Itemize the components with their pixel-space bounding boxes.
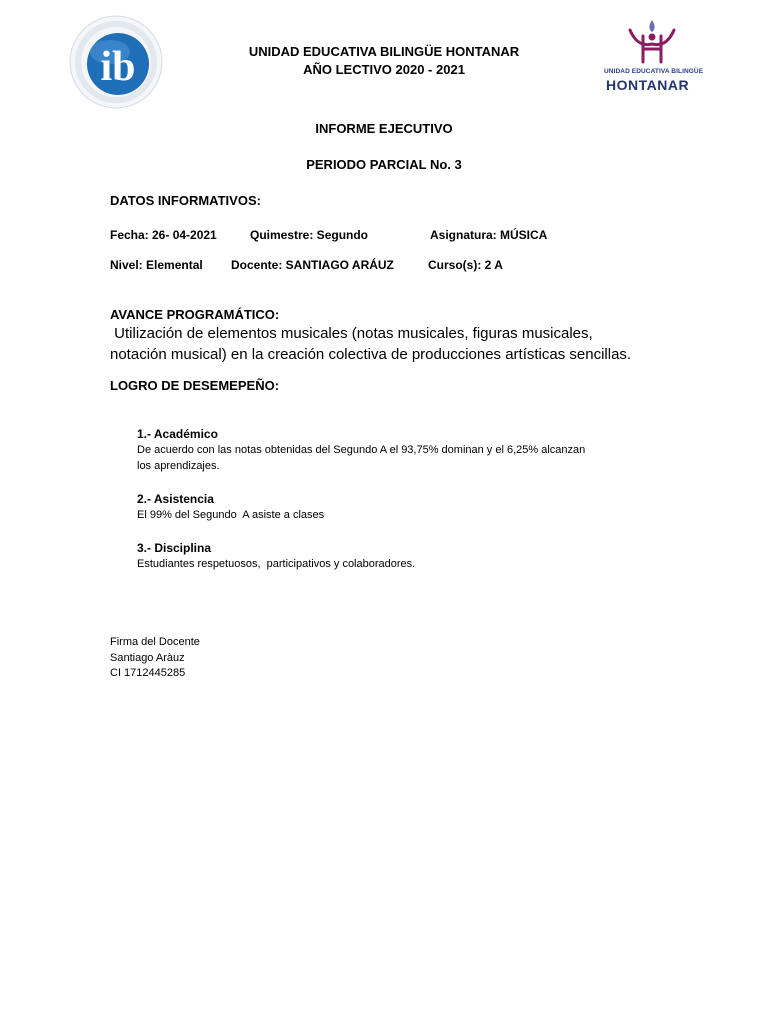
logro-item-title: 2.- Asistencia <box>137 492 214 506</box>
signature-id: CI 1712445285 <box>110 667 186 679</box>
hontanar-logo-small-text: UNIDAD EDUCATIVA BILINGÜE <box>604 68 704 75</box>
school-name: UNIDAD EDUCATIVA BILINGÜE HONTANAR <box>248 44 520 59</box>
avance-text-line-2: notación musical) en la creación colectiva de producciones artísticas sencillas. <box>110 346 632 363</box>
school-year: AÑO LECTIVO 2020 - 2021 <box>303 62 465 77</box>
report-period: PERIODO PARCIAL No. 3 <box>306 157 462 172</box>
logro-item-text: El 99% del Segundo A asiste a clases <box>137 509 325 521</box>
logro-item-text: De acuerdo con las notas obtenidas del Segundo A el 93,75% dominan y el 6,25% alcanzan <box>137 444 586 456</box>
info-fecha: Fecha: 26- 04-2021 <box>110 228 217 242</box>
ib-logo <box>66 14 166 110</box>
ib-logo-text: ib <box>100 44 136 90</box>
info-asignatura: Asignatura: MÚSICA <box>430 228 548 242</box>
avance-heading: AVANCE PROGRAMÁTICO: <box>110 307 280 322</box>
report-title: INFORME EJECUTIVO <box>315 121 453 136</box>
info-docente: Docente: SANTIAGO ARÁUZ <box>231 258 394 272</box>
hontanar-logo <box>600 18 704 96</box>
info-quimestre: Quimestre: Segundo <box>250 228 369 242</box>
info-curso: Curso(s): 2 A <box>428 258 503 272</box>
hontanar-emblem-icon <box>622 18 682 64</box>
ib-logo-graphic <box>66 14 166 110</box>
signature-label: Firma del Docente <box>110 636 200 648</box>
logro-item-title: 1.- Académico <box>137 427 218 441</box>
info-nivel: Nivel: Elemental <box>110 258 203 272</box>
logro-item-text: Estudiantes respetuosos, participativos y colaboradores. <box>137 558 416 570</box>
avance-text-line-1: Utilización de elementos musicales (notas musicales, figuras musicales, <box>110 325 593 342</box>
hontanar-logo-big-text: HONTANAR <box>606 77 690 93</box>
logro-item-text: los aprendizajes. <box>137 460 220 472</box>
logro-heading: LOGRO DE DESEMEPEÑO: <box>110 378 280 393</box>
logro-item-title: 3.- Disciplina <box>137 541 212 555</box>
signature-name: Santiago Aràuz <box>110 652 185 664</box>
info-heading: DATOS INFORMATIVOS: <box>110 193 261 208</box>
